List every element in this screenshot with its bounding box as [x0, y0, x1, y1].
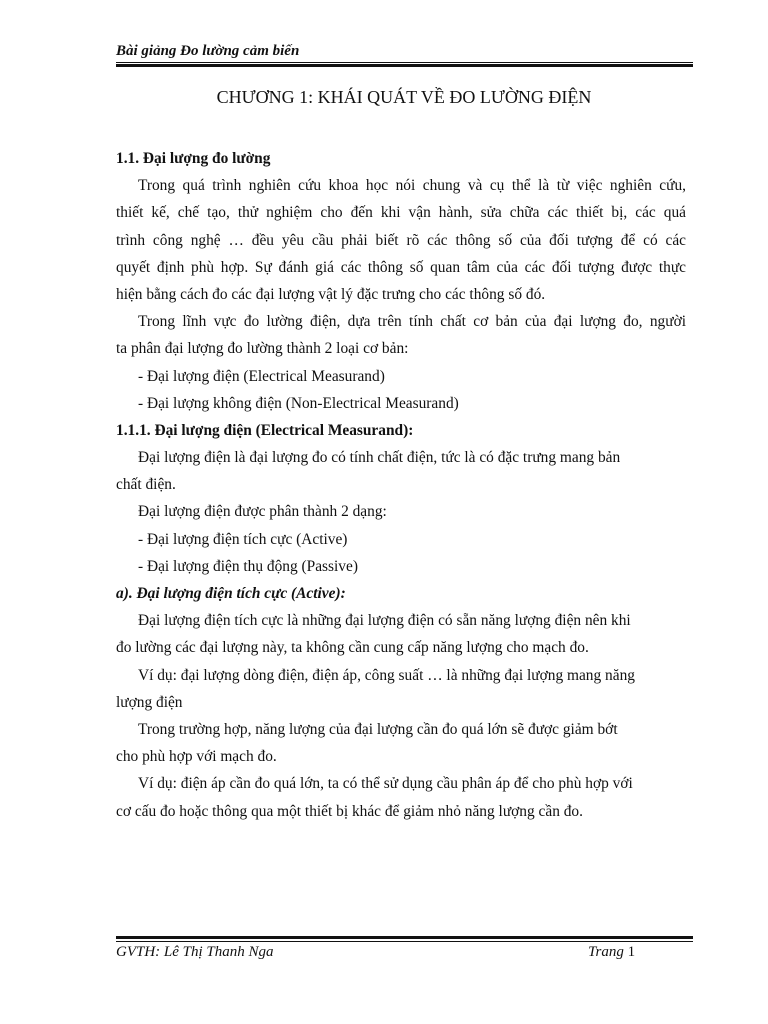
- paragraph-line: Đại lượng điện được phân thành 2 dạng:: [138, 503, 387, 521]
- footer-rule-thick: [116, 936, 693, 939]
- header-rule-thin: [116, 62, 693, 63]
- chapter-title: [0, 87, 768, 108]
- header-rule-thick: [116, 64, 693, 67]
- section-heading-1-1-1: 1.1.1. Đại lượng điện (Electrical Measurand):: [116, 421, 414, 439]
- section-heading-1-1: 1.1. Đại lượng đo lường: [116, 150, 271, 167]
- document-body: [116, 145, 686, 825]
- paragraph-line: Trong lĩnh vực đo lường điện, dựa trên tính chất cơ bản của đại lượng đo, người: [138, 313, 686, 331]
- paragraph-line: Trong trường hợp, năng lượng của đại lượng cần đo quá lớn sẽ được giảm bớt: [138, 720, 618, 738]
- paragraph-line: ta phân đại lượng đo lường thành 2 loại cơ bản:: [116, 340, 409, 358]
- list-item: - Đại lượng không điện (Non-Electrical Measurand): [138, 394, 459, 412]
- paragraph-line: hiện bằng cách đo các đại lượng vật lý đặc trưng cho các thông số đó.: [116, 285, 546, 303]
- footer-rule-thin: [116, 941, 693, 942]
- paragraph-line: Đại lượng điện tích cực là những đại lượng điện có sẵn năng lượng điện nên khi: [138, 612, 631, 630]
- paragraph-line: trình công nghệ … đều yêu cầu phải biết rõ các thông số của đối tượng để có các: [116, 231, 686, 249]
- paragraph-line: cho phù hợp với mạch đo.: [116, 748, 277, 766]
- subsection-heading-a: a). Đại lượng điện tích cực (Active):: [116, 585, 346, 602]
- paragraph-line: cơ cấu đo hoặc thông qua một thiết bị khác để giảm nhỏ năng lượng cần đo.: [116, 802, 583, 820]
- chapter-title-text: CHƯƠNG 1: KHÁI QUÁT VỀ ĐO LƯỜNG ĐIỆN: [216, 87, 592, 107]
- paragraph-line: quyết định phù hợp. Sự đánh giá các thông số quan tâm của các đối tượng được thực: [116, 258, 686, 276]
- paragraph-line: Đại lượng điện là đại lượng đo có tính chất điện, tức là có đặc trưng mang bản: [138, 449, 621, 467]
- paragraph-line: lượng điện: [116, 693, 183, 711]
- list-item: - Đại lượng điện thụ động (Passive): [138, 557, 358, 575]
- paragraph-line: Trong quá trình nghiên cứu khoa học nói chung và cụ thể là từ việc nghiên cứu,: [138, 177, 686, 195]
- footer-page: [588, 944, 635, 961]
- footer-page-number: 1: [627, 944, 636, 960]
- paragraph-line: đo lường các đại lượng này, ta không cần cung cấp năng lượng cho mạch đo.: [116, 639, 589, 657]
- paragraph-line: chất điện.: [116, 476, 176, 494]
- paragraph-line: thiết kế, chế tạo, thử nghiệm cho đến khi vận hành, sửa chữa các thiết bị, các quá: [116, 204, 686, 222]
- paragraph-line: Ví dụ: điện áp cần đo quá lớn, ta có thể sử dụng cầu phân áp để cho phù hợp với: [138, 775, 633, 793]
- footer-author: GVTH: Lê Thị Thanh Nga: [116, 944, 274, 960]
- list-item: - Đại lượng điện (Electrical Measurand): [138, 367, 385, 385]
- footer-page-label: Trang: [588, 944, 624, 960]
- page-header-title: Bài giảng Đo lường cảm biến: [116, 43, 300, 59]
- paragraph-line: Ví dụ: đại lượng dòng điện, điện áp, công suất … là những đại lượng mang năng: [138, 666, 635, 684]
- list-item: - Đại lượng điện tích cực (Active): [138, 530, 348, 548]
